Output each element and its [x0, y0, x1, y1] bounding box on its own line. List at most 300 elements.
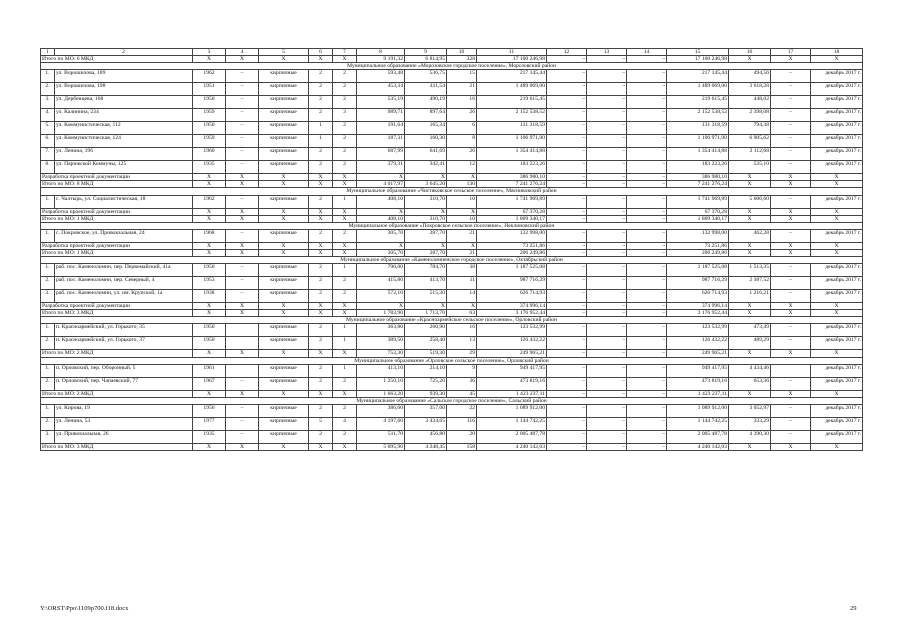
table-row	[41, 290, 863, 303]
summary-cell: X	[771, 215, 811, 222]
table-cell: кирпичные	[259, 70, 309, 83]
table-cell: 413,10	[357, 364, 405, 377]
table-cell: 1 106 971,00	[477, 135, 547, 148]
table-cell: 126 432,22	[477, 337, 547, 350]
table-cell: 1 513,35	[729, 264, 771, 277]
summary-cell: X	[226, 443, 259, 450]
table-cell: –	[771, 377, 811, 390]
table-row	[41, 430, 863, 443]
summary-cell: X	[309, 350, 333, 357]
summary-cell: X	[771, 208, 811, 215]
table-cell: –	[627, 195, 667, 208]
table-cell: 183 223,26	[477, 161, 547, 174]
table-cell: кирпичные	[259, 404, 309, 417]
table-cell: –	[547, 109, 587, 122]
table-cell: 12	[447, 161, 477, 174]
summary-cell: X	[193, 390, 226, 397]
table-cell: –	[226, 161, 259, 174]
summary-cell: –	[547, 181, 587, 188]
summary-cell: –	[627, 242, 667, 249]
table-cell: кирпичные	[259, 324, 309, 337]
table-cell: декабрь 2017 г.	[811, 83, 863, 96]
summary-label: Итого по МО: 1 МКД	[41, 215, 193, 222]
table-row	[41, 324, 863, 337]
row-number: 3.	[41, 290, 55, 303]
table-cell: 1 144 742,25	[477, 417, 547, 430]
table-cell: –	[771, 83, 811, 96]
table-cell: 989,71	[357, 109, 405, 122]
summary-row	[41, 443, 863, 450]
table-cell: 26	[447, 148, 477, 161]
municipality-row	[41, 222, 863, 229]
table-cell: 462,28	[729, 229, 771, 242]
table-cell: –	[226, 229, 259, 242]
table-cell: 357,00	[405, 404, 447, 417]
summary-cell: X	[771, 249, 811, 256]
table-cell: 2	[309, 83, 333, 96]
table-cell: 2	[309, 148, 333, 161]
summary-cell: X	[259, 350, 309, 357]
summary-cell: –	[627, 303, 667, 310]
table-cell: 2	[309, 96, 333, 109]
table-cell: –	[547, 135, 587, 148]
table-cell: кирпичные	[259, 430, 309, 443]
table-cell: –	[587, 404, 627, 417]
table-cell: 258,40	[405, 337, 447, 350]
summary-cell: X	[226, 350, 259, 357]
summary-row	[41, 350, 863, 357]
house-address: ул. Ленина, 196	[55, 148, 193, 161]
row-number: 6.	[41, 135, 55, 148]
summary-cell: X	[405, 208, 447, 215]
table-cell: 2	[309, 109, 333, 122]
table-cell: –	[547, 229, 587, 242]
municipality-name: Муниципальное образование «Каменоломненское городское поселение», Октябрьский район	[41, 257, 863, 264]
summary-cell: –	[587, 242, 627, 249]
summary-cell: X	[309, 56, 333, 63]
table-cell: 897,64	[405, 109, 447, 122]
table-cell: –	[771, 195, 811, 208]
table-cell: декабрь 2017 г.	[811, 324, 863, 337]
table-cell: 160,30	[405, 135, 447, 148]
table-cell: –	[627, 96, 667, 109]
summary-cell: X	[226, 303, 259, 310]
summary-cell: X	[309, 310, 333, 317]
summary-cell: –	[587, 208, 627, 215]
summary-cell: X	[226, 310, 259, 317]
table-cell: 1 741 969,89	[667, 195, 729, 208]
table-cell: –	[627, 135, 667, 148]
table-cell: 3 434,65	[405, 417, 447, 430]
summary-cell: X	[193, 242, 226, 249]
summary-cell: 206 249,86	[477, 249, 547, 256]
summary-label: Итого по МО: 2 МКД	[41, 350, 193, 357]
house-address: п. Орловский, пер. Оборонный, 5	[55, 364, 193, 377]
column-number: 3	[193, 49, 226, 56]
table-cell: –	[771, 324, 811, 337]
summary-cell: 939,30	[405, 390, 447, 397]
table-cell: 219 615,45	[667, 96, 729, 109]
municipality-name: Муниципальное образование «Сальское городское поселение», Сальский район	[41, 397, 863, 404]
table-cell: 796,00	[357, 264, 405, 277]
house-address: раб. пос. Каменоломни, ул. им. Крупской, 1а	[55, 290, 193, 303]
summary-cell: X	[309, 390, 333, 397]
summary-cell: X	[811, 303, 863, 310]
table-cell: –	[547, 277, 587, 290]
summary-cell: 73 251,86	[477, 242, 547, 249]
summary-cell: 17 100 246,98	[477, 56, 547, 63]
table-cell: 310,70	[405, 195, 447, 208]
table-cell: 1	[333, 324, 357, 337]
table-cell: кирпичные	[259, 264, 309, 277]
summary-row	[41, 390, 863, 397]
summary-cell: X	[771, 174, 811, 181]
table-cell: 515,30	[405, 290, 447, 303]
summary-cell: X	[259, 242, 309, 249]
table-cell: 214,10	[405, 364, 447, 377]
table-cell: 15	[447, 70, 477, 83]
table-cell: декабрь 2017 г.	[811, 264, 863, 277]
table-cell: –	[547, 417, 587, 430]
table-cell: –	[771, 290, 811, 303]
summary-cell: X	[259, 174, 309, 181]
table-cell: –	[547, 96, 587, 109]
column-number: 4	[226, 49, 259, 56]
summary-cell: –	[547, 350, 587, 357]
municipality-row	[41, 357, 863, 364]
table-cell: 2	[309, 229, 333, 242]
summary-cell: X	[729, 350, 771, 357]
summary-cell: X	[259, 56, 309, 63]
house-address: ул. Калинина, 234	[55, 109, 193, 122]
table-cell: 1	[333, 264, 357, 277]
summary-cell: –	[627, 56, 667, 63]
table-cell: 2	[309, 277, 333, 290]
table-cell: кирпичные	[259, 109, 309, 122]
table-cell: 413,70	[405, 277, 447, 290]
summary-label: Итого по МО: 6 МКД	[41, 56, 193, 63]
summary-cell: X	[357, 208, 405, 215]
summary-cell: X	[309, 242, 333, 249]
summary-cell: X	[811, 174, 863, 181]
summary-cell: X	[309, 249, 333, 256]
table-cell: кирпичные	[259, 96, 309, 109]
summary-row	[41, 174, 863, 181]
summary-cell: X	[729, 242, 771, 249]
summary-cell: 10	[447, 215, 477, 222]
summary-cell: X	[447, 242, 477, 249]
table-cell: 2	[309, 290, 333, 303]
summary-cell: X	[259, 443, 309, 450]
table-cell: 3 052,97	[729, 404, 771, 417]
table-cell: 1962	[193, 195, 226, 208]
table-row	[41, 417, 863, 430]
table-cell: –	[771, 264, 811, 277]
summary-cell: –	[627, 215, 667, 222]
table-cell: 1950	[193, 122, 226, 135]
summary-cell: 73 251,86	[667, 242, 729, 249]
table-cell: –	[587, 70, 627, 83]
table-cell: –	[771, 417, 811, 430]
table-cell: 4 434,46	[729, 364, 771, 377]
table-cell: 494,56	[729, 70, 771, 83]
summary-cell: 249 965,21	[477, 350, 547, 357]
summary-cell: X	[333, 56, 357, 63]
table-cell: –	[627, 430, 667, 443]
summary-cell: X	[333, 310, 357, 317]
summary-cell: 63	[447, 310, 477, 317]
table-cell: 217 145,44	[667, 70, 729, 83]
table-cell: 626 714,93	[667, 290, 729, 303]
table-cell: –	[547, 70, 587, 83]
table-cell: 36	[447, 377, 477, 390]
summary-cell: 21	[447, 249, 477, 256]
row-number: 5.	[41, 122, 55, 135]
table-cell: 1 489 069,00	[667, 83, 729, 96]
table-cell: –	[547, 364, 587, 377]
summary-cell: 9 191,32	[357, 56, 405, 63]
table-cell: декабрь 2017 г.	[811, 337, 863, 350]
summary-cell: X	[193, 181, 226, 188]
table-cell	[771, 364, 811, 377]
row-number: 2.	[41, 83, 55, 96]
table-cell: 4 197,60	[357, 417, 405, 430]
summary-cell: 67 370,28	[667, 208, 729, 215]
summary-cell: X	[309, 181, 333, 188]
table-cell: –	[771, 337, 811, 350]
table-cell: –	[547, 264, 587, 277]
table-row	[41, 148, 863, 161]
table-cell: 3 618,28	[729, 83, 771, 96]
summary-cell: –	[547, 303, 587, 310]
table-cell: 1	[309, 135, 333, 148]
column-number: 1	[41, 49, 55, 56]
table-cell: –	[627, 148, 667, 161]
table-cell: 2	[309, 430, 333, 443]
table-cell: –	[226, 135, 259, 148]
summary-label: Разработка проектной документации	[41, 242, 193, 249]
summary-cell: X	[193, 249, 226, 256]
summary-cell: X	[811, 56, 863, 63]
table-cell: 8	[447, 135, 477, 148]
table-cell: 1953	[193, 277, 226, 290]
summary-cell: X	[193, 174, 226, 181]
table-cell: 5	[309, 417, 333, 430]
table-cell: 2 152 538,52	[477, 109, 547, 122]
summary-cell: X	[193, 208, 226, 215]
summary-cell: –	[587, 181, 627, 188]
table-cell: 2 112,68	[729, 148, 771, 161]
summary-cell: X	[259, 208, 309, 215]
summary-cell: 3 176 952,44	[667, 310, 729, 317]
summary-cell: 1 423 237,11	[477, 390, 547, 397]
table-cell: 3	[333, 109, 357, 122]
table-cell: –	[627, 229, 667, 242]
table-cell: декабрь 2017 г.	[811, 122, 863, 135]
summary-cell: 4 240 142,03	[477, 443, 547, 450]
summary-cell: X	[333, 249, 357, 256]
summary-cell: X	[771, 390, 811, 397]
summary-cell: 130	[447, 181, 477, 188]
table-row	[41, 109, 863, 122]
summary-cell: X	[333, 208, 357, 215]
table-cell: –	[547, 290, 587, 303]
table-cell: 10	[447, 195, 477, 208]
table-cell	[226, 324, 259, 337]
summary-cell: X	[811, 242, 863, 249]
table-cell: –	[547, 195, 587, 208]
summary-cell: –	[587, 249, 627, 256]
table-cell: 511,70	[357, 430, 405, 443]
table-cell: 22	[447, 404, 477, 417]
summary-cell: X	[193, 443, 226, 450]
table-cell: 2	[309, 377, 333, 390]
table-cell: 21	[447, 229, 477, 242]
table-cell: 2	[333, 83, 357, 96]
summary-cell: X	[729, 215, 771, 222]
table-cell: 14	[447, 290, 477, 303]
table-cell: –	[627, 161, 667, 174]
municipality-row	[41, 317, 863, 324]
table-cell: 132 998,00	[667, 229, 729, 242]
table-cell: 1935	[193, 161, 226, 174]
table-cell: 1 489 069,00	[477, 83, 547, 96]
row-number: 1.	[41, 229, 55, 242]
row-number: 1.	[41, 264, 55, 277]
table-cell: –	[547, 337, 587, 350]
row-number: 3.	[41, 96, 55, 109]
row-number: 2.	[41, 377, 55, 390]
summary-label: Итого по МО: 2 МКД	[41, 390, 193, 397]
table-cell: –	[587, 277, 627, 290]
house-address: раб. пос. Каменоломни, пер. Северный, 4	[55, 277, 193, 290]
table-cell: 2	[333, 404, 357, 417]
summary-cell: X	[405, 242, 447, 249]
table-cell: –	[226, 148, 259, 161]
table-row	[41, 404, 863, 417]
table-cell: –	[587, 430, 627, 443]
table-cell: 2	[333, 277, 357, 290]
summary-cell: –	[627, 390, 667, 397]
table-cell: 2	[333, 290, 357, 303]
summary-cell: 4 248,45	[405, 443, 447, 450]
summary-cell: 374 996,14	[477, 303, 547, 310]
summary-cell: 29	[447, 350, 477, 357]
summary-row	[41, 249, 863, 256]
table-row	[41, 122, 863, 135]
house-address: ул. Привокзальная, 26	[55, 430, 193, 443]
table-cell: 187,31	[357, 135, 405, 148]
summary-cell: –	[627, 310, 667, 317]
table-cell: 2	[333, 70, 357, 83]
summary-cell: X	[811, 249, 863, 256]
table-cell: –	[226, 277, 259, 290]
table-cell: 2	[333, 122, 357, 135]
summary-cell: X	[771, 310, 811, 317]
table-cell: 1950	[193, 324, 226, 337]
table-cell: 408,10	[357, 195, 405, 208]
table-cell: –	[627, 337, 667, 350]
table-row	[41, 337, 863, 350]
table-cell: 653,36	[729, 377, 771, 390]
house-address: ул. Коммунистическая, 112	[55, 122, 193, 135]
summary-cell: 5 095,90	[357, 443, 405, 450]
summary-cell: 1 809 340,17	[477, 215, 547, 222]
table-cell: 784,70	[405, 264, 447, 277]
table-cell: –	[627, 83, 667, 96]
column-number: 9	[405, 49, 447, 56]
column-number: 5	[259, 49, 309, 56]
summary-cell: X	[771, 443, 811, 450]
table-cell: 2	[309, 337, 333, 350]
summary-cell: X	[811, 181, 863, 188]
row-number: 1.	[41, 404, 55, 417]
table-cell: 2	[333, 135, 357, 148]
table-cell: 333,29	[729, 417, 771, 430]
summary-cell: X	[309, 443, 333, 450]
table-cell: 4 390,30	[729, 430, 771, 443]
summary-cell: 408,10	[357, 215, 405, 222]
summary-cell: X	[259, 303, 309, 310]
summary-cell: X	[226, 56, 259, 63]
table-cell: 131 318,59	[667, 122, 729, 135]
table-cell: 1 354 414,88	[477, 148, 547, 161]
table-cell: –	[547, 83, 587, 96]
table-cell: 1960	[193, 148, 226, 161]
summary-cell: X	[357, 242, 405, 249]
table-cell: 411,54	[405, 83, 447, 96]
summary-cell: –	[587, 350, 627, 357]
house-address: с. Чалтырь, ул. Социалистическая, 18	[55, 195, 193, 208]
table-cell: 116	[447, 417, 477, 430]
summary-cell: X	[193, 350, 226, 357]
table-row	[41, 70, 863, 83]
summary-label: Итого по МО: 3 МКД	[41, 443, 193, 450]
table-cell: 987 716,29	[477, 277, 547, 290]
table-cell: 448,02	[729, 96, 771, 109]
summary-cell: X	[811, 215, 863, 222]
column-number: 13	[587, 49, 627, 56]
table-cell: –	[771, 96, 811, 109]
table-cell: декабрь 2017 г.	[811, 277, 863, 290]
table-cell: –	[226, 264, 259, 277]
table-cell: 535,19	[357, 96, 405, 109]
table-cell: кирпичные	[259, 364, 309, 377]
table-cell: 2 398,08	[729, 109, 771, 122]
table-cell: –	[771, 161, 811, 174]
summary-row	[41, 208, 863, 215]
table-cell: –	[226, 290, 259, 303]
column-number: 7	[333, 49, 357, 56]
table-cell: 1 216,21	[729, 290, 771, 303]
summary-cell: X	[771, 303, 811, 310]
table-cell: декабрь 2017 г.	[811, 229, 863, 242]
house-address: п. Красноармейский, ул. Горького, 37	[55, 337, 193, 350]
table-cell: 1961	[193, 364, 226, 377]
table-cell: 2	[333, 229, 357, 242]
summary-cell: –	[547, 443, 587, 450]
table-row	[41, 96, 863, 109]
table-cell: 342,41	[405, 161, 447, 174]
summary-cell: 3 176 952,44	[477, 310, 547, 317]
table-cell: –	[627, 417, 667, 430]
page-number: 29	[850, 605, 857, 612]
table-row	[41, 264, 863, 277]
summary-cell: X	[333, 303, 357, 310]
table-cell: 1	[309, 122, 333, 135]
municipality-name: Муниципальное образование «Красноармейское сельское поселение», Орловский район	[41, 317, 863, 324]
summary-cell: 158	[447, 443, 477, 450]
